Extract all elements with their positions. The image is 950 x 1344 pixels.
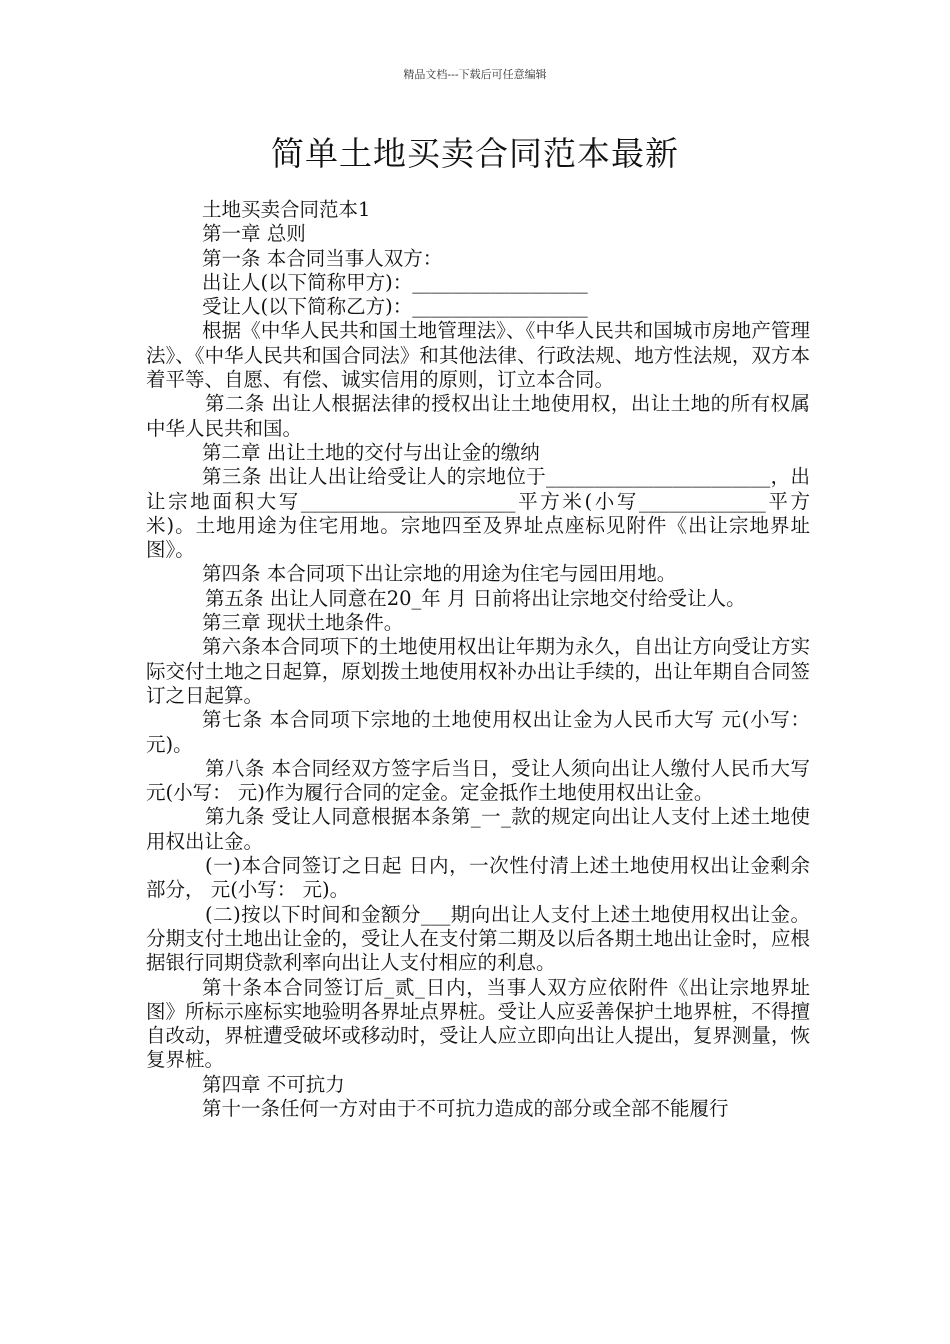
paragraph: 第八条 本合同经双方签字后当日，受让人须向出让人缴付人民币大写 元(小写： 元)作为履行合同的定金。定金抵作土地使用权出让金。	[146, 756, 810, 805]
paragraph: 第十条本合同签订后_贰_日内，当事人双方应依附件《出让宗地界址图》所标示座标实地验明各界址点界桩。受让人应妥善保护土地界桩，不得擅自改动，界桩遭受破坏或移动时，受让人应立即向出让人提出，复界测量，恢复界桩。	[146, 975, 810, 1072]
chapter-heading: 第三章 现状土地条件。	[202, 611, 404, 635]
paragraph: 第十一条任何一方对由于不可抗力造成的部分或全部不能履行	[202, 1096, 729, 1120]
paragraph: 第二条 出让人根据法律的授权出让土地使用权，出让土地的所有权属中华人民共和国。	[146, 392, 810, 440]
paragraph: 受让人(以下简称乙方)：__________________	[202, 295, 588, 319]
paragraph: 土地买卖合同范本1	[202, 198, 371, 221]
document-body	[146, 198, 810, 1121]
paragraph: 第一条 本合同当事人双方：	[202, 246, 443, 270]
paragraph: 出让人(以下简称甲方)：__________________	[202, 270, 588, 294]
page-header-note: 精品文档---下载后可任意编辑	[403, 68, 547, 81]
paragraph: 根据《中华人民共和国土地管理法》、《中华人民共和国城市房地产管理法》、《中华人民共和国合同法》和其他法律、行政法规、地方性法规，双方本着平等、自愿、有偿、诚实信用的原则，订立本合同。	[146, 319, 810, 392]
paragraph: 第七条 本合同项下宗地的土地使用权出让金为人民币大写 元(小写： 元)。	[146, 708, 810, 756]
paragraph: 第六条本合同项下的土地使用权出让年期为永久，自出让方向受让方实际交付土地之日起算，原划拨土地使用权补办出让手续的，出让年期自合同签订之日起算。	[146, 635, 810, 707]
chapter-heading: 第四章 不可抗力	[202, 1072, 345, 1096]
document-title: 简单土地买卖合同范本最新	[271, 134, 679, 173]
paragraph: (二)按以下时间和金额分___期向出让人支付上述土地使用权出让金。分期支付土地出让金的，受让人在支付第二期及以后各期土地出让金时，应根据银行同期贷款利率向出让人支付相应的利息。	[146, 902, 810, 975]
paragraph: 第五条 出让人同意在20_年 月 日前将出让宗地交付给受让人。	[205, 586, 746, 610]
paragraph: (一)本合同签订之日起 日内，一次性付清上述土地使用权出让金剩余部分， 元(小写： 元)。	[146, 854, 810, 902]
chapter-heading: 第二章 出让土地的交付与出让金的缴纳	[202, 440, 540, 464]
chapter-heading: 第一章 总则	[202, 222, 306, 246]
paragraph: 第四条 本合同项下出让宗地的用途为住宅与园田用地。	[202, 562, 677, 586]
paragraph: 第三条 出让人出让给受让人的宗地位于_______________________，出让宗地面积大写______________________平方米(小写_____________平方米)。土地用途为住宅用地。宗地四至及界址点座标见附件《出让宗地界址图》。	[146, 465, 810, 562]
paragraph: 第九条 受让人同意根据本条第_一_款的规定向出让人支付上述土地使用权出让金。	[146, 805, 810, 853]
